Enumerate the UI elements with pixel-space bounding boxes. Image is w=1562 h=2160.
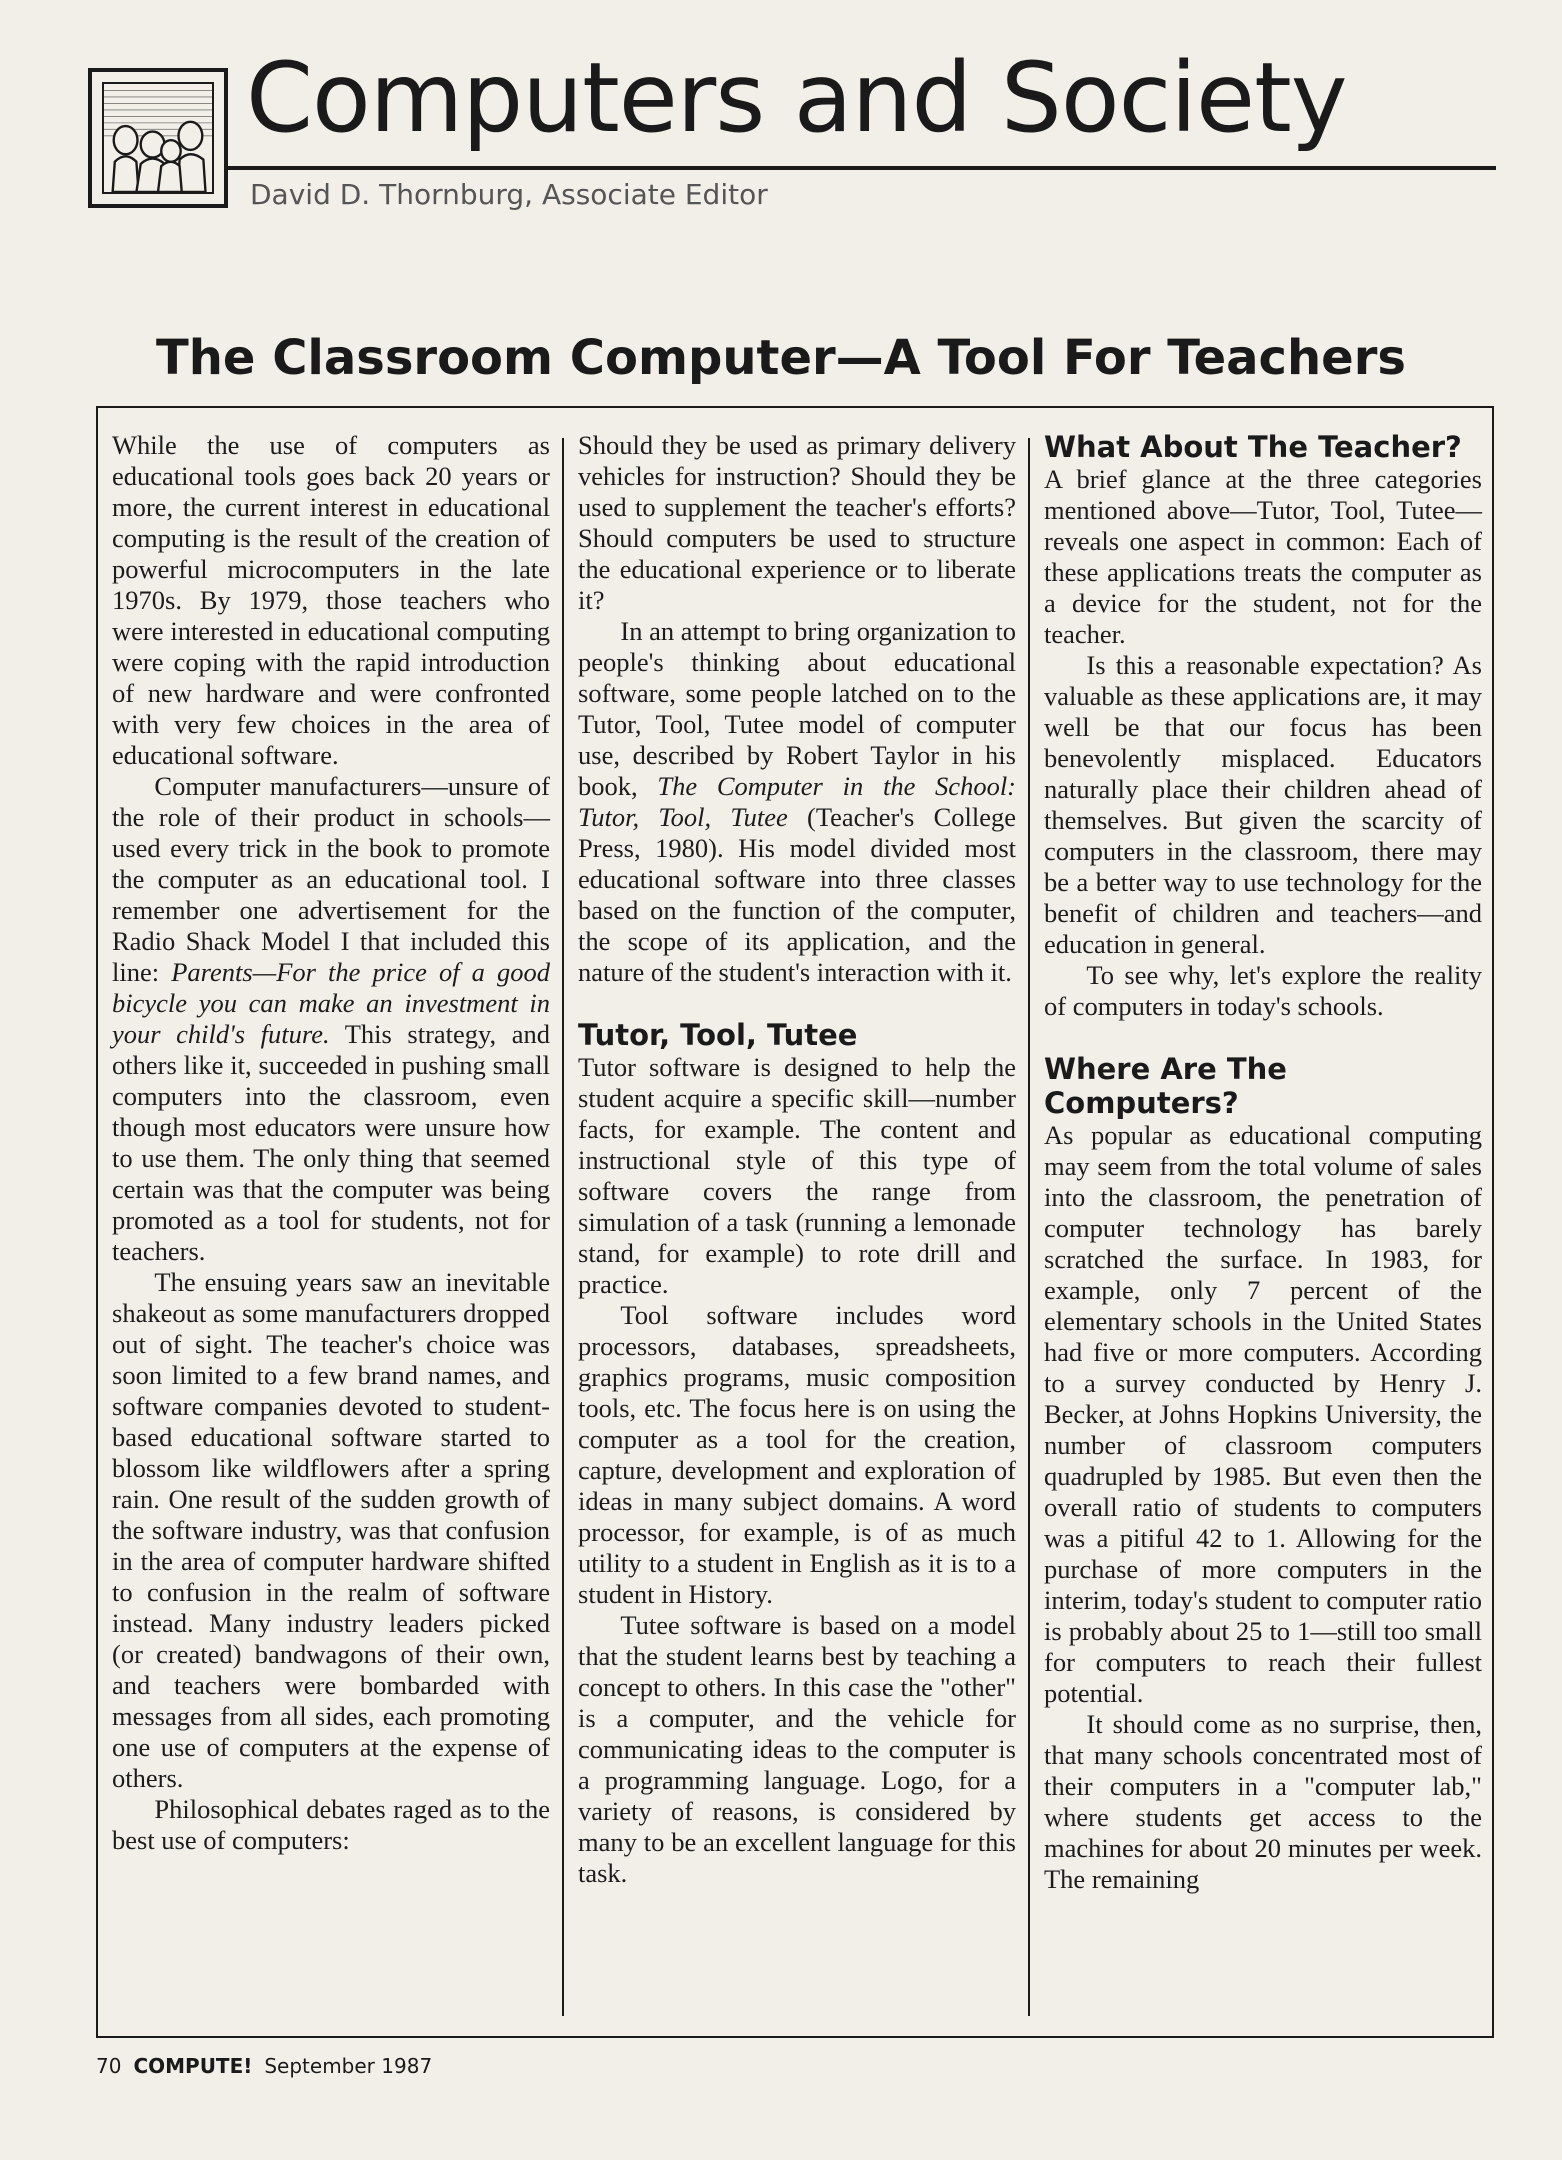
paragraph: A brief glance at the three categories mentioned above—Tutor, Tool, Tutee—reveals one aspect in common: Each of these applications treats the computer as a device for the student, not for the teacher. (1044, 464, 1482, 649)
column-divider (562, 438, 564, 2016)
paragraph: Philosophical debates raged as to the best use of computers: (112, 1794, 550, 1855)
section-heading: Tutor, Tool, Tutee (578, 1018, 858, 1052)
paragraph: To see why, let's explore the reality of computers in today's schools. (1044, 960, 1482, 1021)
issue-date: September 1987 (264, 2054, 433, 2078)
paragraph: Tutor software is designed to help the student acquire a specific skill—number facts, for example. The content and instructional style of this type of software covers the range from simulation of a task (running a lemonade stand, for example) to rote drill and practice. (578, 1052, 1016, 1299)
magazine-name: COMPUTE! (133, 2054, 253, 2078)
column-3 (1044, 430, 1482, 1895)
paragraph: Tool software includes word processors, databases, spreadsheets, graphics programs, music composition tools, etc. The focus here is on using the computer as a tool for the creation, capture, development and exploration of ideas in many subject domains. A word processor, for example, is of as much utility to a student in English as it is to a student in History. (578, 1300, 1016, 1609)
article-body (96, 406, 1494, 2038)
book-title: The Computer in the School: Tutor, Tool, Tutee (578, 771, 1017, 832)
text-run: Computer manufacturers—unsure of the role of their product in schools—used every trick in the book to promote the computer as an educational tool. I remember one advertisement for the Radio Shack Model I that included this line: (112, 771, 550, 987)
paragraph: The ensuing years saw an inevitable shakeout as some manufacturers dropped out of sight. The teacher's choice was soon limited to a few brand names, and software companies devoted to student-based educational software started to blossom like wildflowers after a spring rain. One result of the sudden growth of the software industry, was that confusion in the area of computer hardware shifted to confusion in the realm of software instead. Many industry leaders picked (or created) bandwagons of their own, and teachers were bombarded with messages from all sides, each promoting one use of computers at the expense of others. (112, 1267, 550, 1793)
paragraph: Should they be used as primary delivery vehicles for instruction? Should they be used to supplement the teacher's efforts? Should computers be used to structure the educational experience or to liberate it? (578, 430, 1016, 615)
text-run: (Teacher's College Press, 1980). His model divided most educational software into three classes based on the function of the computer, the scope of its application, and the nature of the student's interaction with it. (578, 802, 1016, 987)
paragraph: While the use of computers as educational tools goes back 20 years or more, the current interest in educational computing is the result of the creation of powerful microcomputers in the late 1970s. By 1979, those teachers who were interested in educational computing were coping with the rapid introduction of new hardware and were confronted with very few choices in the area of educational software. (112, 430, 550, 770)
department-title: Computers and Society (246, 42, 1347, 154)
paragraph (112, 771, 550, 1267)
column-divider (1028, 438, 1030, 2016)
byline: David D. Thornburg, Associate Editor (250, 178, 768, 211)
page-number: 70 (96, 2054, 122, 2078)
department-logo (88, 68, 228, 208)
section-gap (1044, 1022, 1482, 1052)
ad-quote: Parents—For the price of a good bicycle you can make an investment in your child's future. (112, 957, 551, 1049)
text-run: This strategy, and others like it, succeeded in pushing small computers into the classroom, even though most educators were unsure how to use them. The only thing that seemed certain was that the computer was being promoted as a tool for students, not for teachers. (112, 1019, 551, 1266)
section-heading: Where Are The Computers? (1044, 1052, 1287, 1120)
paragraph: As popular as educational computing may seem from the total volume of sales into the classroom, the penetration of computer technology has barely scratched the surface. In 1983, for example, only 7 percent of the elementary schools in the United States had five or more computers. According to a survey conducted by Henry J. Becker, at Johns Hopkins University, the number of classroom computers quadrupled by 1985. But even then the overall ratio of students to computers was a pitiful 42 to 1. Allowing for the purchase of more computers in the interim, today's student to computer ratio is probably about 25 to 1—still too small for computers to reach their fullest potential. (1044, 1120, 1482, 1708)
column-1 (112, 430, 550, 1856)
paragraph (578, 616, 1016, 988)
paragraph: Tutee software is based on a model that the student learns best by teaching a concept to others. In this case the "other" is a computer, and the vehicle for communicating ideas to the computer is a programming language. Logo, for a variety of reasons, is considered by many to be an excellent language for this task. (578, 1610, 1016, 1888)
text-run: In an attempt to bring organization to people's thinking about educational software, some people latched on to the Tutor, Tool, Tutee model of computer use, described by Robert Taylor in his book, (578, 616, 1016, 801)
family-icon (104, 84, 212, 192)
page-footer (96, 2054, 432, 2078)
column-2 (578, 430, 1016, 1889)
section-heading: What About The Teacher? (1044, 430, 1462, 464)
article-title: The Classroom Computer—A Tool For Teachers (156, 330, 1406, 386)
section-gap (578, 988, 1016, 1018)
header-rule (228, 166, 1496, 170)
paragraph: Is this a reasonable expectation? As valuable as these applications are, it may well be that our focus has been benevolently misplaced. Educators naturally place their children ahead of themselves. But given the scarcity of computers in the classroom, there may be a better way to use technology for the benefit of children and teachers—and education in general. (1044, 650, 1482, 959)
paragraph: It should come as no surprise, then, that many schools concentrated most of their computers in a "computer lab," where students get access to the machines for about 20 minutes per week. The remaining (1044, 1709, 1482, 1894)
